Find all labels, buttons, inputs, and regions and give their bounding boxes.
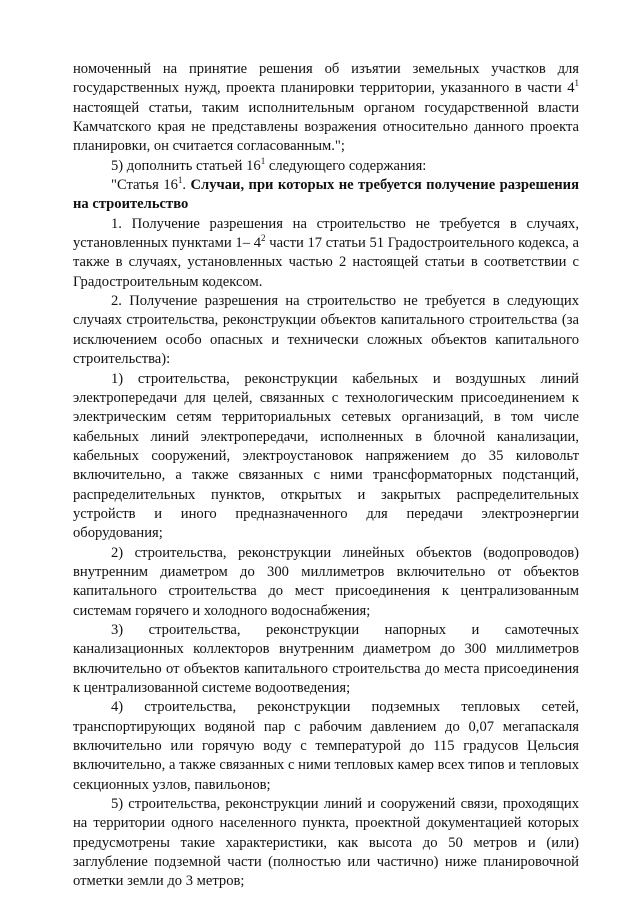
paragraph-subitem-2: 2) строительства, реконструкции линейных объектов (водопроводов) внутренним диаметром до 300 миллиметров включительно от объектов капитального строительства до мест присоединения к централизованным системам горячего и холодного водоснабжения;	[73, 544, 579, 619]
article-title: Случаи, при которых не требуется получение разрешения на строительство	[73, 177, 579, 213]
document-page	[73, 60, 579, 892]
paragraph-subitem-3: 3) строительства, реконструкции напорных и самотечных канализационных коллекторов внутренним диаметром до 300 миллиметров включительно от объектов капитального строительства до места присоединения к централизованной системе водоотведения;	[73, 621, 579, 696]
paragraph-subitem-1: 1) строительства, реконструкции кабельных и воздушных линий электропередачи для целей, связанных с технологическим присоединением к электрическим сетям территориальных сетевых организаций, в том числе кабельных линий электропередачи, исполненных в блочной канализации, кабельных сооружений, электроустановок напряжением до 35 киловольт включительно, а также связанных с ними трансформаторных подстанций, распределительных пунктов, открытых и закрытых распределительных устройств и иного предназначенного для передачи электроэнергии оборудования;	[73, 370, 579, 542]
paragraph-subitem-4: 4) строительства, реконструкции подземных тепловых сетей, транспортирующих водяной пар с рабочим давлением до 0,07 мегапаскаля включительно или горячую воду с температурой до 115 градусов Цельсия включительно, а также связанных с ними тепловых камер всех типов и тепловых секционных узлов, павильонов;	[73, 699, 579, 793]
paragraph-intro-continuation: номоченный на принятие решения об изъятии земельных участков для государственных нужд, проекта планировки территории, указанного в части $4^1$ настоящей статьи, таким исполнительным органом государственной власти Камчатского края не представлены возражения относительно данного проекта планировки, он считается согласованным.";	[73, 61, 579, 155]
paragraph-item-5: 5) дополнить статьей $16^1$ следующего содержания:	[111, 155, 427, 174]
paragraph-part-1: 1. Получение разрешения на строительство не требуется в случаях, установленных пунктами 1– $4^2$ части 17 статьи 51 Градостроительного кодекса, а также в случаях, установленных частью 2 настоящей статьи в соответствии с Градостроительным кодексом.	[73, 215, 579, 290]
paragraph-subitem-5: 5) строительства, реконструкции линий и сооружений связи, проходящих на территории одного населенного пункта, проектной документацией которых предусмотрены такие характеристики, как высота до 50 метров и (или) заглубление подземной части (полностью или частично) ниже планировочной отметки земли до 3 метров;	[73, 796, 579, 890]
paragraph-part-2: 2. Получение разрешения на строительство не требуется в следующих случаях строительства, реконструкции объектов капитального строительства (за исключением особо опасных и технически сложных объектов капитального строительства):	[73, 293, 579, 368]
article-heading	[73, 176, 579, 215]
article-prefix: "Статья $16^1$.	[111, 175, 191, 194]
